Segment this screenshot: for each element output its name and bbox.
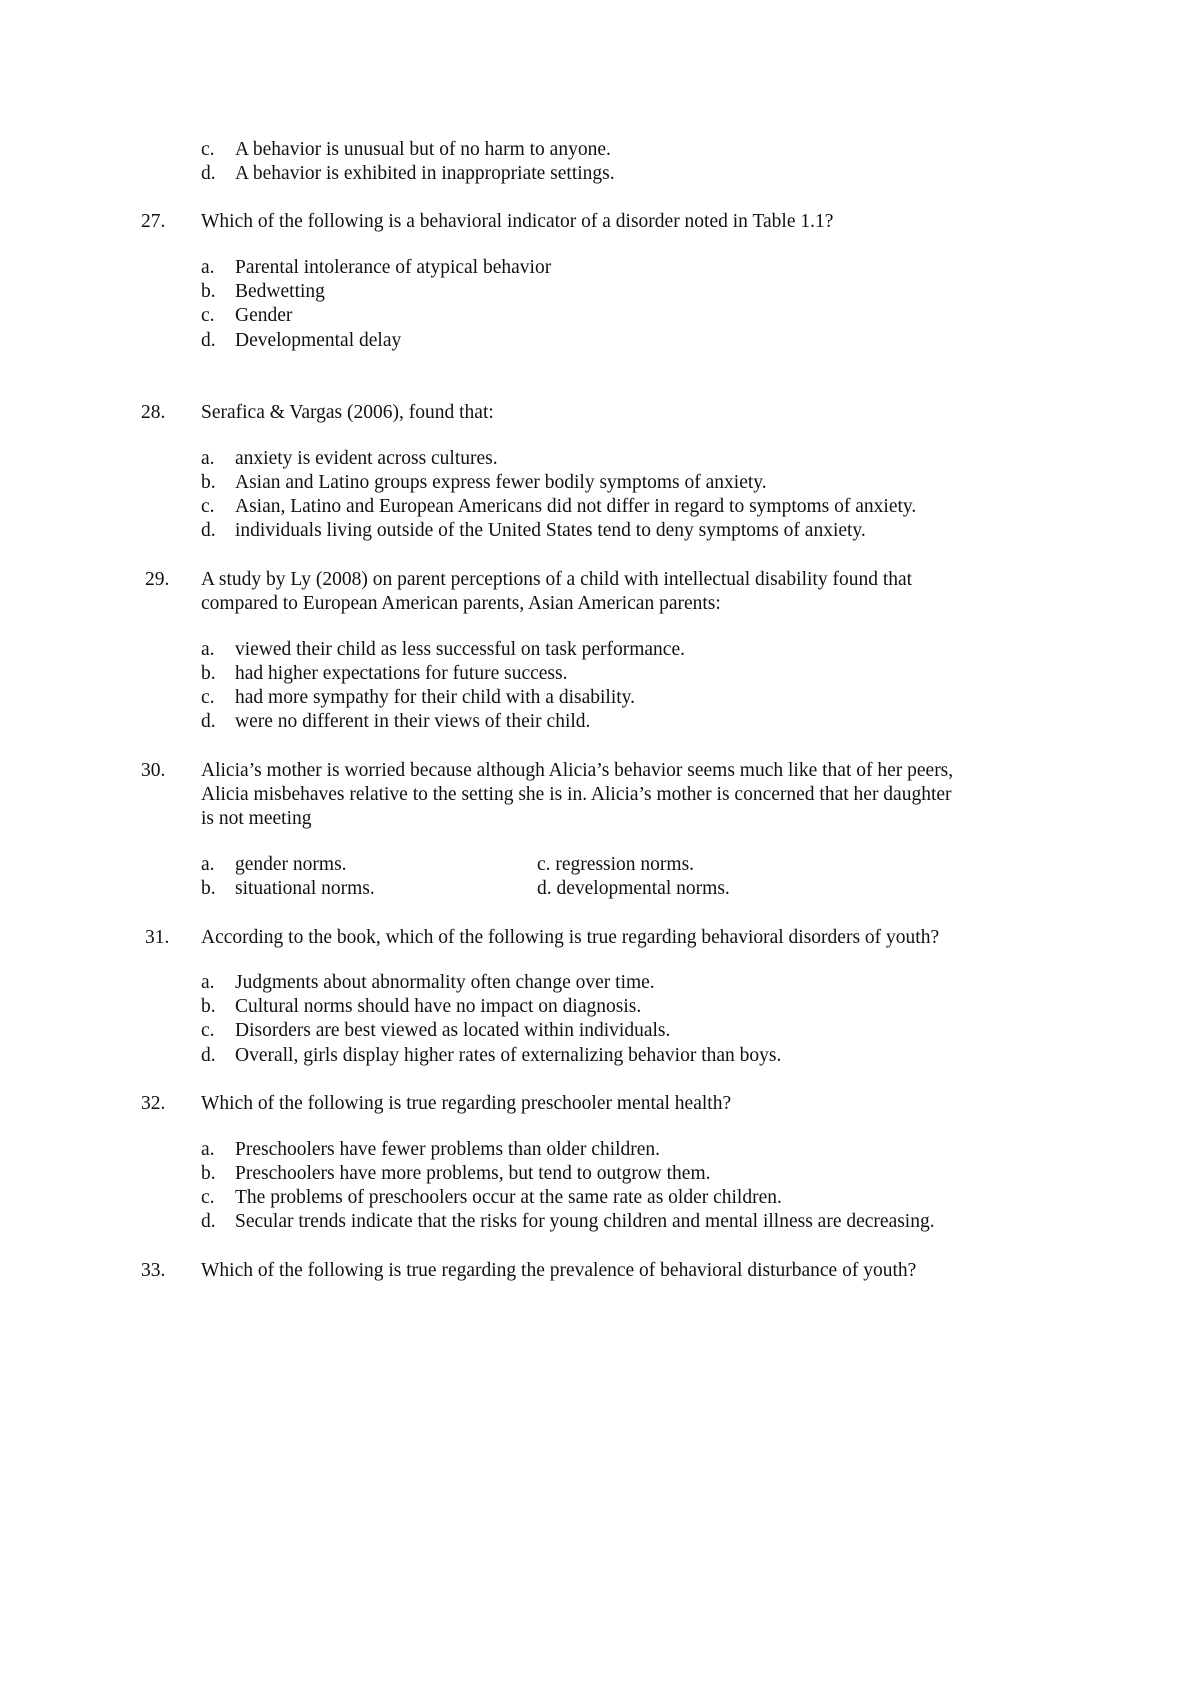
option-text: Cultural norms should have no impact on diagnosis. <box>235 996 642 1017</box>
question-text: Which of the following is a behavioral indicator of a disorder noted in Table 1.1? <box>201 211 834 232</box>
option-text: had more sympathy for their child with a disability. <box>235 687 636 708</box>
question-text: Alicia’s mother is worried because although Alicia’s behavior seems much like that of her peers, <box>201 760 954 781</box>
question-number: 28. <box>141 402 166 423</box>
option-text: Gender <box>235 305 293 326</box>
option-text: d. developmental norms. <box>537 878 730 899</box>
question-text: Alicia misbehaves relative to the setting she is in. Alicia’s mother is concerned that her daughter <box>201 784 952 805</box>
option-letter: a. <box>201 854 215 875</box>
option-text: Asian, Latino and European Americans did not differ in regard to symptoms of anxiety. <box>235 496 917 517</box>
option-letter: c. <box>201 1187 215 1208</box>
option-letter: c. <box>201 496 215 517</box>
option-letter: d. <box>201 1045 216 1066</box>
option-text: Disorders are best viewed as located within individuals. <box>235 1020 671 1041</box>
option-letter: c. <box>201 305 215 326</box>
option-letter: a. <box>201 257 215 278</box>
question-number: 31. <box>145 927 170 948</box>
option-text: Secular trends indicate that the risks for young children and mental illness are decreasing. <box>235 1211 935 1232</box>
option-text: A behavior is unusual but of no harm to anyone. <box>235 139 611 160</box>
option-text: Judgments about abnormality often change over time. <box>235 972 655 993</box>
option-letter: b. <box>201 996 216 1017</box>
option-text: Asian and Latino groups express fewer bodily symptoms of anxiety. <box>235 472 767 493</box>
option-letter: b. <box>201 878 216 899</box>
option-text: Bedwetting <box>235 281 325 302</box>
option-letter: a. <box>201 448 215 469</box>
question-number: 33. <box>141 1260 166 1281</box>
option-letter: b. <box>201 1163 216 1184</box>
option-text: gender norms. <box>235 854 347 875</box>
option-letter: d. <box>201 1211 216 1232</box>
question-number: 30. <box>141 760 166 781</box>
option-letter: c. <box>201 687 215 708</box>
option-letter: d. <box>201 711 216 732</box>
question-text: is not meeting <box>201 808 312 829</box>
option-letter: a. <box>201 1139 215 1160</box>
option-text: individuals living outside of the United States tend to deny symptoms of anxiety. <box>235 520 866 541</box>
option-text: Overall, girls display higher rates of externalizing behavior than boys. <box>235 1045 782 1066</box>
option-text: situational norms. <box>235 878 375 899</box>
option-text: A behavior is exhibited in inappropriate settings. <box>235 163 615 184</box>
option-letter: c. <box>201 1020 215 1041</box>
option-letter: b. <box>201 663 216 684</box>
option-letter: a. <box>201 972 215 993</box>
option-text: had higher expectations for future success. <box>235 663 568 684</box>
question-number: 27. <box>141 211 166 232</box>
option-text: Preschoolers have more problems, but tend to outgrow them. <box>235 1163 711 1184</box>
option-letter: b. <box>201 472 216 493</box>
question-text: Serafica & Vargas (2006), found that: <box>201 402 494 423</box>
option-text: viewed their child as less successful on task performance. <box>235 639 685 660</box>
question-text: Which of the following is true regarding preschooler mental health? <box>201 1093 732 1114</box>
option-letter: a. <box>201 639 215 660</box>
question-text: A study by Ly (2008) on parent perceptions of a child with intellectual disability found that <box>201 569 913 590</box>
option-letter: d. <box>201 330 216 351</box>
option-text: anxiety is evident across cultures. <box>235 448 498 469</box>
option-text: were no different in their views of their child. <box>235 711 591 732</box>
option-text: The problems of preschoolers occur at the same rate as older children. <box>235 1187 782 1208</box>
option-letter: c. <box>201 139 215 160</box>
option-text: Developmental delay <box>235 330 402 351</box>
option-text: c. regression norms. <box>537 854 695 875</box>
question-number: 32. <box>141 1093 166 1114</box>
question-text: Which of the following is true regarding the prevalence of behavioral disturbance of youth? <box>201 1260 917 1281</box>
question-text: According to the book, which of the following is true regarding behavioral disorders of youth? <box>201 927 940 948</box>
question-text: compared to European American parents, Asian American parents: <box>201 593 721 614</box>
option-letter: b. <box>201 281 216 302</box>
option-letter: d. <box>201 163 216 184</box>
question-number: 29. <box>145 569 170 590</box>
option-text: Parental intolerance of atypical behavior <box>235 257 552 278</box>
option-letter: d. <box>201 520 216 541</box>
option-text: Preschoolers have fewer problems than older children. <box>235 1139 661 1160</box>
